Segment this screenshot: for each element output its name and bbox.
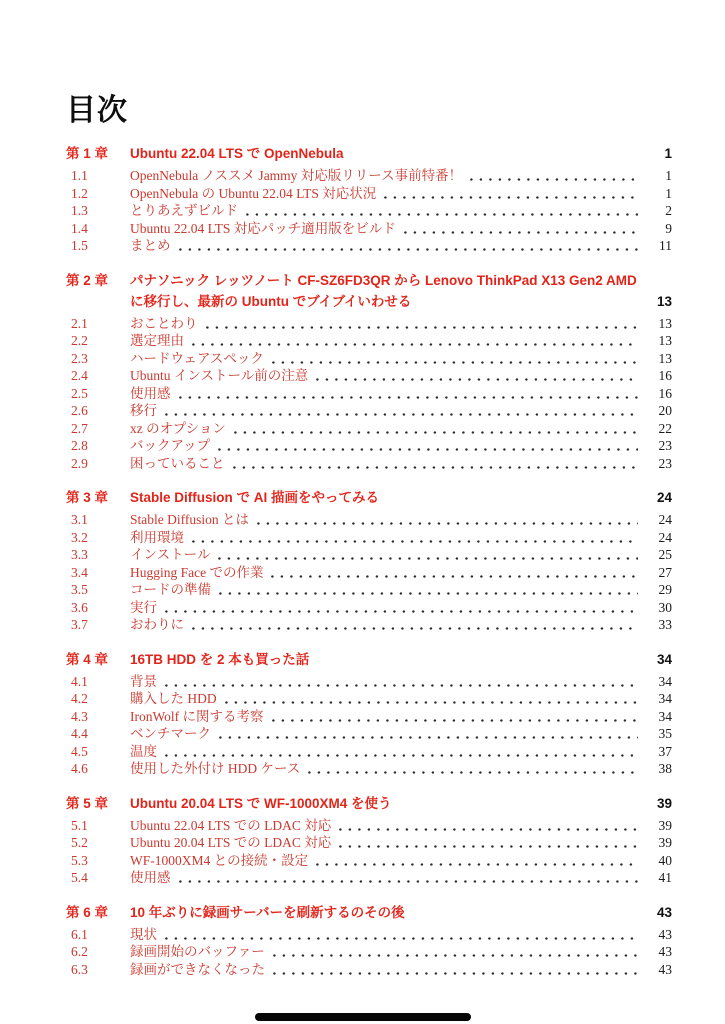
section-page-number: 35 (658, 726, 672, 741)
dot-leader (217, 546, 638, 564)
section-page-number: 38 (658, 761, 672, 776)
section-page-number: 25 (658, 547, 672, 562)
chapter-title: Stable Diffusion で AI 描画をやってみる (130, 490, 380, 505)
section-number: 2.7 (71, 420, 88, 436)
toc-section-entry[interactable] (66, 616, 672, 634)
chapter-title: 10 年ぶりに録画サーバーを刷新するのその後 (130, 904, 405, 920)
section-page-number: 16 (658, 368, 672, 383)
section-number: 4.6 (71, 761, 88, 776)
section-title: 困っていること (130, 455, 225, 471)
section-title: 温度 (130, 743, 157, 759)
toc-section-entry[interactable] (66, 385, 672, 403)
section-page-number: 2 (665, 203, 672, 218)
chapter-number: 第 4 章 (66, 651, 109, 667)
toc-section-entry[interactable] (66, 402, 672, 420)
dot-leader (218, 581, 638, 599)
chapter-page-number: 13 (656, 293, 672, 309)
section-number: 2.4 (71, 368, 88, 383)
chapter-page-number: 43 (656, 904, 672, 920)
section-page-number: 43 (658, 944, 672, 959)
section-page-number: 20 (658, 403, 672, 418)
section-title: Ubuntu 22.04 LTS での LDAC 対応 (130, 817, 332, 833)
toc-section-entry[interactable] (66, 926, 672, 944)
section-title: OpenNebula の Ubuntu 22.04 LTS 対応状況 (130, 185, 377, 201)
section-page-number: 23 (658, 455, 672, 471)
section-title: ベンチマーク (130, 726, 211, 741)
section-page-number: 13 (658, 333, 672, 348)
toc-section-entry[interactable] (66, 420, 672, 438)
section-title: おわりに (130, 617, 184, 632)
dot-leader (233, 420, 638, 438)
section-title: バックアップ (130, 438, 211, 453)
toc-section-entry[interactable] (66, 315, 672, 333)
section-number: 1.2 (71, 185, 88, 201)
section-page-number: 9 (665, 220, 672, 236)
section-title: IronWolf に関する考察 (130, 708, 264, 724)
section-number: 1.1 (71, 168, 88, 183)
section-number: 1.4 (71, 220, 88, 236)
section-page-number: 11 (659, 238, 672, 253)
section-number: 2.9 (71, 455, 88, 471)
chapter-block (66, 649, 672, 778)
toc-section-entry[interactable] (66, 367, 672, 385)
chapter-block (66, 143, 672, 255)
section-page-number: 33 (658, 617, 672, 632)
dot-leader (164, 926, 638, 944)
section-title: おことわり (130, 315, 198, 331)
section-number: 5.3 (71, 852, 88, 868)
section-title: 選定理由 (130, 333, 184, 348)
section-number: 3.7 (71, 617, 88, 632)
section-number: 4.4 (71, 726, 88, 741)
section-page-number: 29 (658, 582, 672, 597)
section-number: 3.4 (71, 564, 88, 580)
section-number: 2.2 (71, 333, 88, 348)
section-number: 6.2 (71, 944, 88, 959)
section-number: 2.5 (71, 385, 88, 401)
section-title: 現状 (130, 926, 157, 942)
section-title: まとめ (130, 238, 171, 253)
section-number: 4.5 (71, 743, 88, 759)
section-number: 3.2 (71, 529, 88, 545)
dot-leader (383, 185, 638, 203)
toc-chapter-entry[interactable] (66, 649, 672, 670)
section-number: 2.8 (71, 438, 88, 453)
section-title: 使用した外付け HDD ケース (130, 761, 301, 776)
chapter-page-number: 1 (664, 146, 672, 161)
toc-section-entry[interactable] (66, 760, 672, 778)
section-title: コードの準備 (130, 582, 211, 597)
section-title: xz のオプション (130, 420, 226, 436)
toc-section-entry[interactable] (66, 869, 672, 887)
section-number: 4.3 (71, 708, 88, 724)
chapter-page-number: 24 (656, 490, 672, 505)
toc-chapter-entry[interactable] (66, 902, 672, 923)
dot-leader (164, 402, 638, 420)
section-page-number: 30 (658, 599, 672, 615)
section-page-number: 1 (665, 185, 672, 201)
section-number: 3.1 (71, 512, 88, 527)
dot-leader (272, 961, 638, 979)
dot-leader (218, 725, 638, 743)
section-number: 5.1 (71, 817, 88, 833)
section-page-number: 34 (658, 708, 672, 724)
chapter-title: Ubuntu 20.04 LTS で WF-1000XM4 を使う (130, 795, 392, 811)
chapter-page-number: 34 (656, 651, 672, 667)
chapter-title: パナソニック レッツノート CF-SZ6FD3QR から Lenovo ThinkPad X13 Gen2 AMD に移行し、最新の Ubuntu でブイブイいわせる (130, 272, 637, 309)
toc-section-entry[interactable] (66, 564, 672, 582)
toc-section-entry[interactable] (66, 350, 672, 368)
chapter-number: 第 5 章 (66, 795, 109, 811)
chapter-number: 第 3 章 (66, 490, 109, 505)
chapter-number: 第 2 章 (66, 272, 109, 288)
section-title: 使用感 (130, 385, 171, 401)
toc-section-entry[interactable] (66, 743, 672, 761)
section-number: 5.4 (71, 870, 88, 885)
toc-section-entry[interactable] (66, 725, 672, 743)
section-title: 実行 (130, 599, 157, 615)
section-page-number: 41 (658, 870, 672, 885)
dot-leader (315, 852, 638, 870)
toc-section-entry[interactable] (66, 817, 672, 835)
chapter-block (66, 902, 672, 979)
section-title: Ubuntu 20.04 LTS での LDAC 対応 (130, 835, 332, 850)
toc-section-entry[interactable] (66, 511, 672, 529)
toc-section-entry[interactable] (66, 961, 672, 979)
section-page-number: 24 (658, 512, 672, 527)
section-title: インストール (130, 547, 211, 562)
dot-leader (164, 599, 638, 617)
toc-section-entry[interactable] (66, 673, 672, 691)
chapter-block (66, 270, 672, 473)
section-page-number: 1 (665, 168, 672, 183)
section-page-number: 43 (658, 961, 672, 977)
toc-section-entry[interactable] (66, 237, 672, 255)
toc-chapter-entry[interactable] (66, 793, 672, 814)
section-title: 利用環境 (130, 529, 184, 545)
dot-leader (338, 834, 638, 852)
dot-leader (178, 385, 639, 403)
dot-leader (256, 511, 638, 529)
section-title: Hugging Face での作業 (130, 564, 264, 580)
section-number: 1.3 (71, 203, 88, 218)
section-number: 3.6 (71, 599, 88, 615)
dot-leader (232, 455, 639, 473)
toc-chapter-entry[interactable] (66, 487, 672, 508)
dot-leader (164, 673, 638, 691)
chapter-title: Ubuntu 22.04 LTS で OpenNebula (130, 146, 344, 161)
chapter-title: 16TB HDD を 2 本も買った話 (130, 651, 310, 667)
dot-leader (217, 437, 638, 455)
dot-leader (245, 202, 638, 220)
dot-leader (270, 564, 638, 582)
section-title: Stable Diffusion とは (130, 512, 249, 527)
dot-leader (271, 350, 638, 368)
section-title: 購入した HDD (130, 691, 217, 706)
chapter-block (66, 487, 672, 634)
section-number: 1.5 (71, 238, 88, 253)
chapter-number: 第 1 章 (66, 146, 109, 161)
section-number: 4.2 (71, 691, 88, 706)
section-title: 背景 (130, 673, 157, 689)
section-number: 2.1 (71, 315, 88, 331)
toc-section-entry[interactable] (66, 185, 672, 203)
toc-chapter-entry[interactable] (66, 143, 672, 164)
section-title: Ubuntu 22.04 LTS 対応パッチ適用版をビルド (130, 220, 396, 236)
section-title: 使用感 (130, 870, 171, 885)
dot-leader (224, 690, 638, 708)
section-title: 録画開始のバッファー (130, 944, 265, 959)
toc-chapter-entry[interactable] (66, 270, 672, 312)
toc-section-entry[interactable] (66, 690, 672, 708)
toc-section-entry[interactable] (66, 599, 672, 617)
section-page-number: 39 (658, 817, 672, 833)
dot-leader (469, 167, 638, 185)
dot-leader (205, 315, 639, 333)
dot-leader (271, 708, 638, 726)
chapter-page-number: 39 (656, 795, 672, 811)
section-page-number: 24 (658, 529, 672, 545)
toc-section-entry[interactable] (66, 167, 672, 185)
section-page-number: 34 (658, 691, 672, 706)
section-page-number: 22 (658, 420, 672, 436)
chapter-number: 第 6 章 (66, 904, 109, 920)
section-number: 6.3 (71, 961, 88, 977)
toc-section-entry[interactable] (66, 546, 672, 564)
section-page-number: 34 (658, 673, 672, 689)
section-number: 3.5 (71, 582, 88, 597)
section-title: 録画ができなくなった (130, 961, 265, 977)
section-number: 6.1 (71, 926, 88, 942)
section-page-number: 37 (658, 743, 672, 759)
toc-section-entry[interactable] (66, 708, 672, 726)
toc-section-entry[interactable] (66, 943, 672, 961)
toc-section-entry[interactable] (66, 852, 672, 870)
section-page-number: 40 (658, 852, 672, 868)
toc-section-entry[interactable] (66, 834, 672, 852)
dot-leader (178, 237, 639, 255)
section-page-number: 13 (658, 350, 672, 366)
toc-section-entry[interactable] (66, 455, 672, 473)
section-page-number: 27 (658, 564, 672, 580)
dot-leader (315, 367, 638, 385)
dot-leader (191, 529, 638, 547)
toc-section-entry[interactable] (66, 202, 672, 220)
section-number: 4.1 (71, 673, 88, 689)
toc-section-entry[interactable] (66, 529, 672, 547)
section-number: 3.3 (71, 547, 88, 562)
dot-leader (164, 743, 638, 761)
toc-section-entry[interactable] (66, 437, 672, 455)
section-page-number: 23 (658, 438, 672, 453)
toc-section-entry[interactable] (66, 332, 672, 350)
section-title: とりあえずビルド (130, 203, 238, 218)
section-page-number: 13 (658, 315, 672, 331)
section-title: ハードウェアスペック (130, 350, 264, 366)
section-number: 2.6 (71, 403, 88, 418)
dot-leader (307, 760, 638, 778)
section-page-number: 43 (658, 926, 672, 942)
dot-leader (403, 220, 638, 238)
section-title: WF-1000XM4 との接続・設定 (130, 852, 309, 868)
dot-leader (178, 869, 639, 887)
page-title: 目次 (66, 94, 128, 127)
section-page-number: 16 (658, 385, 672, 401)
toc-section-entry[interactable] (66, 581, 672, 599)
dot-leader (191, 616, 638, 634)
dot-leader (272, 943, 638, 961)
chapter-block (66, 793, 672, 887)
section-page-number: 39 (658, 835, 672, 850)
section-title: Ubuntu インストール前の注意 (130, 368, 309, 383)
section-number: 5.2 (71, 835, 88, 850)
home-indicator-bar[interactable] (255, 1013, 471, 1021)
toc-section-entry[interactable] (66, 220, 672, 238)
toc-list (66, 143, 672, 978)
section-title: OpenNebula ノススメ Jammy 対応版リリース事前特番！ (130, 168, 463, 183)
dot-leader (338, 817, 638, 835)
dot-leader (191, 332, 638, 350)
section-title: 移行 (130, 403, 157, 418)
section-number: 2.3 (71, 350, 88, 366)
